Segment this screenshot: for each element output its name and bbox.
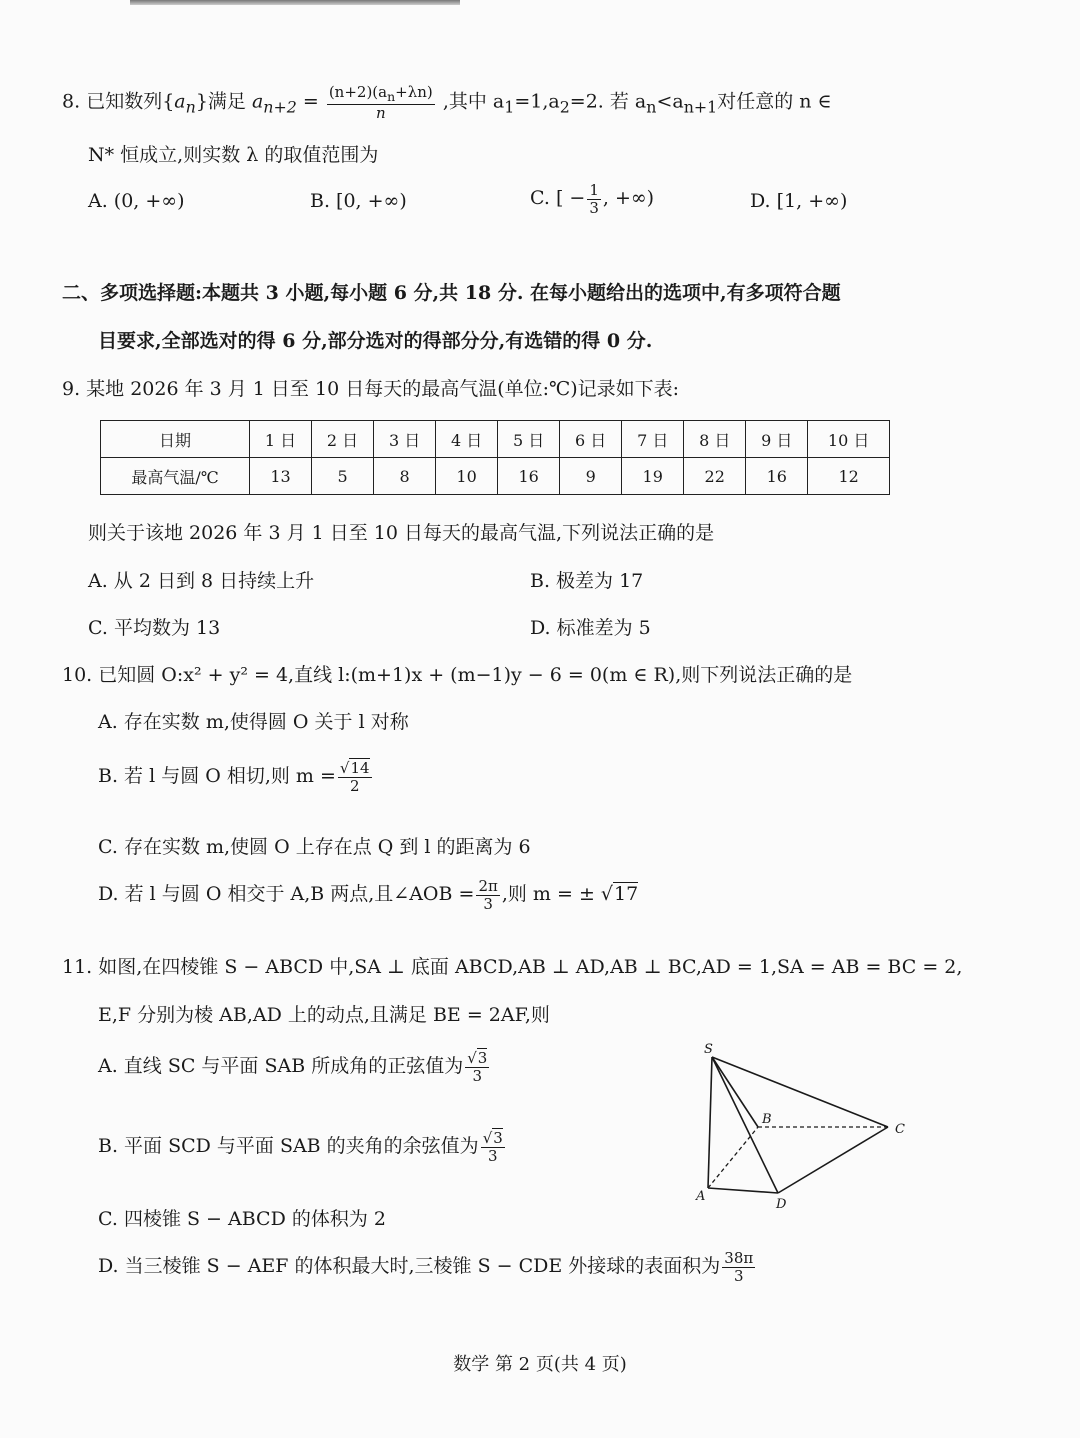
table-cell: 10: [436, 458, 498, 495]
table-header-date: 日期: [101, 421, 250, 458]
q11-stem-line2: E,F 分别为棱 AB,AD 上的动点,且满足 BE = 2AF,则: [98, 1004, 550, 1026]
q8-option-b: B. [0, +∞): [310, 190, 407, 212]
table-cell: 9 日: [746, 421, 808, 458]
q11-option-b: B. 平面 SCD 与平面 SAB 的夹角的余弦值为 $\frac{√3}{3}$: [98, 1129, 503, 1165]
q8-option-a: A. (0, +∞): [88, 190, 185, 212]
table-cell: 19: [622, 458, 684, 495]
table-cell: 5: [312, 458, 374, 495]
table-cell: 2 日: [312, 421, 374, 458]
q10-option-c: C. 存在实数 m,使圆 O 上存在点 Q 到 l 的距离为 6: [98, 836, 531, 858]
q8-fraction: $\frac{(n+2)(a_n+\lambda n)}{n}$: [328, 83, 433, 122]
q10-option-a: A. 存在实数 m,使得圆 O 关于 l 对称: [98, 711, 409, 733]
label-s: S: [704, 1042, 713, 1057]
table-cell: 16: [498, 458, 560, 495]
q11-stem-line1: 11. 如图,在四棱锥 S − ABCD 中,SA ⊥ 底面 ABCD,AB ⊥ AD,AB ⊥ BC,AD = 1,SA = AB = BC = 2,: [62, 956, 963, 978]
temperature-table: [100, 420, 890, 495]
table-cell: 5 日: [498, 421, 560, 458]
section2-heading-line2: 目要求,全部选对的得 6 分,部分选对的得部分分,有选错的得 0 分.: [98, 330, 653, 352]
q11-option-a: A. 直线 SC 与平面 SAB 所成角的正弦值为 $\frac{√3}{3}$: [98, 1049, 488, 1085]
edge-sc: [712, 1057, 888, 1127]
label-d: D: [776, 1197, 787, 1212]
label-b: B: [762, 1112, 772, 1127]
q9-stem: 9. 某地 2026 年 3 月 1 日至 10 日每天的最高气温(单位:℃)记录如下表:: [62, 378, 680, 400]
table-cell: 10 日: [808, 421, 890, 458]
q9-option-a: A. 从 2 日到 8 日持续上升: [88, 570, 315, 592]
q11-option-d: D. 当三棱锥 S − AEF 的体积最大时,三棱锥 S − CDE 外接球的表面积为 $\frac{38\pi}{3}$: [98, 1249, 754, 1285]
q10-option-b: B. 若 l 与圆 O 相切,则 m = $\frac{√14}{2}$: [98, 759, 370, 795]
q11-option-c: C. 四棱锥 S − ABCD 的体积为 2: [98, 1208, 386, 1230]
q8-line2: N* 恒成立,则实数 λ 的取值范围为: [88, 144, 379, 166]
page-footer: 数学 第 2 页(共 4 页): [453, 1354, 627, 1375]
table-cell: 6 日: [560, 421, 622, 458]
edge-dc: [778, 1127, 888, 1193]
q9-question: 则关于该地 2026 年 3 月 1 日至 10 日每天的最高气温,下列说法正确的是: [88, 522, 715, 544]
table-cell: 7 日: [622, 421, 684, 458]
edge-sb: [712, 1057, 758, 1127]
table-header-temp: 最高气温/℃: [101, 458, 250, 495]
table-row-dates: [101, 421, 890, 458]
table-cell: 3 日: [374, 421, 436, 458]
table-cell: 13: [250, 458, 312, 495]
q9-option-c: C. 平均数为 13: [88, 617, 221, 639]
q9-option-b: B. 极差为 17: [530, 570, 644, 592]
q10-stem: 10. 已知圆 O:x² + y² = 4,直线 l:(m+1)x + (m−1)y − 6 = 0(m ∈ R),则下列说法正确的是: [62, 664, 853, 686]
table-cell: 8 日: [684, 421, 746, 458]
label-a: A: [696, 1189, 706, 1204]
pyramid-diagram: [690, 1035, 920, 1215]
table-cell: 22: [684, 458, 746, 495]
edge-sa: [708, 1057, 712, 1188]
edge-ad: [708, 1188, 778, 1193]
q8-option-c: C. [ − $\frac{1}{3}$ , +∞): [530, 181, 655, 217]
table-cell: 9: [560, 458, 622, 495]
section2-heading-line1: 二、多项选择题:本题共 3 小题,每小题 6 分,共 18 分. 在每小题给出的选项中,有多项符合题: [62, 282, 841, 304]
label-c: C: [895, 1122, 905, 1137]
q9-option-d: D. 标准差为 5: [530, 617, 651, 639]
q8-line1: 8. 已知数列$\{a_n\}$满足 $a_{n+2}$ = $\frac{(n+2)(a_n+\lambda n)}{n}$ ,其中 $a_1=1,a_2=2$. 若 $a_n<a_{n+1}$对任意的 n ∈: [62, 83, 832, 122]
table-cell: 12: [808, 458, 890, 495]
table-cell: 8: [374, 458, 436, 495]
q10-option-d: D. 若 l 与圆 O 相交于 A,B 两点,且∠AOB = $\frac{2\pi}{3}$ ,则 m = ± √17: [98, 877, 639, 913]
table-cell: 1 日: [250, 421, 312, 458]
q8-option-d: D. [1, +∞): [750, 190, 848, 212]
scan-edge: [130, 0, 460, 5]
table-cell: 4 日: [436, 421, 498, 458]
table-row-temps: [101, 458, 890, 495]
q8-number: 8.: [62, 90, 81, 113]
table-cell: 16: [746, 458, 808, 495]
